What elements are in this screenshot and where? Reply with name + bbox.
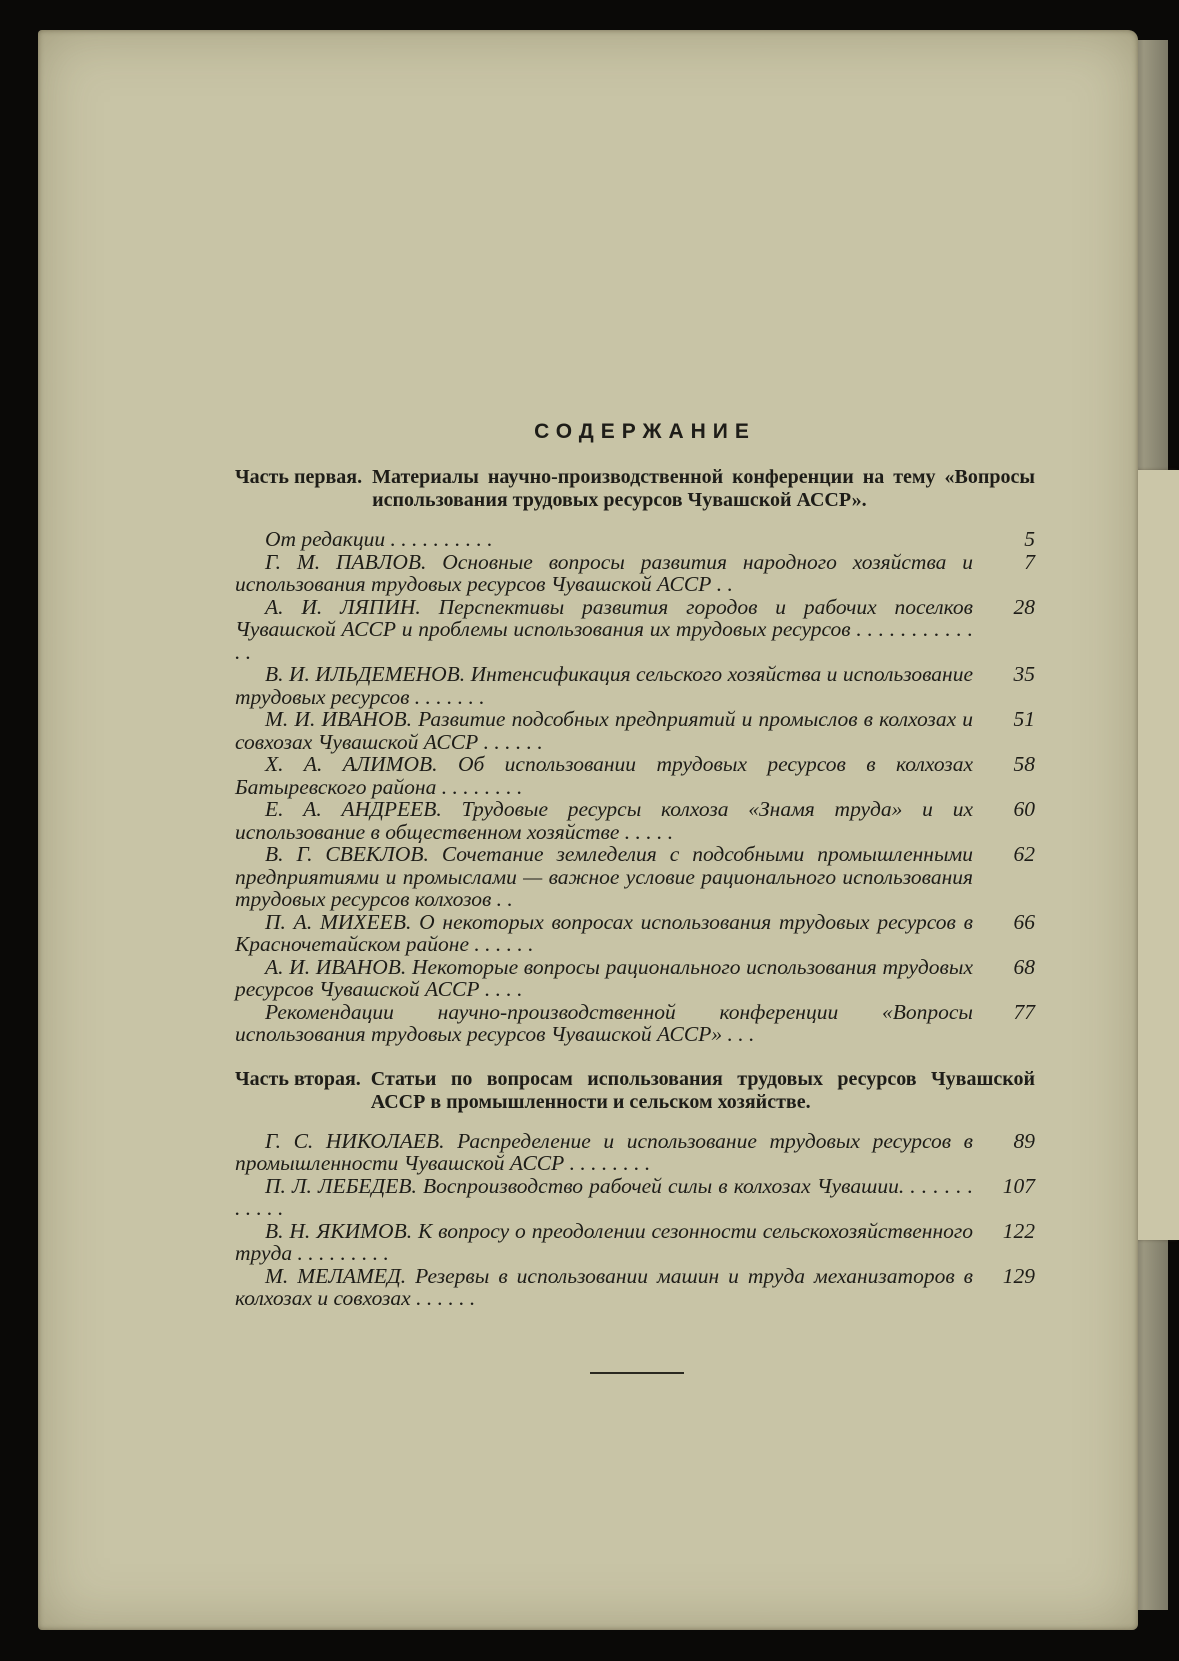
part-one-label: Часть первая.	[235, 466, 363, 488]
toc-entry-page: 129	[1002, 1263, 1035, 1288]
toc-entry[interactable]	[235, 596, 1035, 664]
toc-entry[interactable]	[235, 956, 1035, 1001]
toc-entry[interactable]	[235, 708, 1035, 753]
toc-entry[interactable]	[235, 843, 1035, 911]
toc-entry-title: В. Г. СВЕКЛОВ. Сочетание земледелия с подсобными промышленными предприятиями и промыслами — важное условие рационального использования трудовых ресурсов колхозов . .	[235, 842, 973, 911]
toc-entry-page: 60	[1013, 797, 1035, 821]
part-one-title: Материалы научно-производственной конференции на тему «Вопросы использования трудовых ресурсов Чувашской АССР».	[372, 466, 1035, 511]
toc-entry-title: Х. А. АЛИМОВ. Об использовании трудовых ресурсов в колхозах Батыревского района . . . . . . . .	[235, 752, 973, 799]
toc-entry-page: 77	[1013, 999, 1035, 1024]
toc-entry[interactable]	[235, 1220, 1035, 1265]
toc-entry-page: 68	[1013, 954, 1035, 979]
toc-entry-page: 107	[1002, 1173, 1035, 1198]
toc-entry-title: Г. М. ПАВЛОВ. Основные вопросы развития народного хозяйства и использования трудовых ресурсов Чувашской АССР . .	[235, 549, 973, 596]
toc-entry-title: М. И. ИВАНОВ. Развитие подсобных предприятий и промыслов в колхозах и совхозах Чувашской АССР . . . . . .	[235, 707, 973, 754]
toc-entry-page: 58	[1013, 752, 1035, 776]
toc-entry[interactable]	[235, 1265, 1035, 1310]
toc-heading: СОДЕРЖАНИЕ	[534, 420, 756, 443]
toc-entry[interactable]	[235, 753, 1035, 798]
part-one-header	[235, 466, 1035, 512]
toc-entry-title: Е. А. АНДРЕЕВ. Трудовые ресурсы колхоза «Знамя труда» и их использование в общественном хозяйстве . . . . .	[235, 797, 973, 844]
toc-entry-title: Г. С. НИКОЛАЕВ. Распределение и использование трудовых ресурсов в промышленности Чувашской АССР . . . . . . . .	[235, 1128, 973, 1175]
part-one-entries	[235, 528, 1035, 1046]
closing-rule	[590, 1372, 684, 1374]
toc-entry-title: П. А. МИХЕЕВ. О некоторых вопросах использования трудовых ресурсов в Красночетайском районе . . . . . .	[235, 909, 973, 956]
toc-entry-page: 89	[1013, 1128, 1035, 1153]
part-two-header	[235, 1068, 1035, 1114]
toc-entry-title: В. И. ИЛЬДЕМЕНОВ. Интенсификация сельского хозяйства и использование трудовых ресурсов . . . . . . .	[235, 662, 973, 709]
toc-entry-title: М. МЕЛАМЕД. Резервы в использовании машин и труда механизаторов в колхозах и совхозах . . . . . .	[235, 1263, 973, 1310]
toc-entry-page: 35	[1013, 662, 1035, 686]
part-two	[235, 1068, 1035, 1114]
toc-entry[interactable]	[235, 551, 1035, 596]
toc-entry-title: А. И. ЛЯПИН. Перспективы развития городов и рабочих поселков Чувашской АССР и проблемы использования их трудовых ресурсов . . . . . . . . . . . . .	[235, 594, 973, 664]
toc-entry[interactable]	[235, 528, 1035, 551]
toc-entry[interactable]	[235, 911, 1035, 956]
toc-entry-title: В. Н. ЯКИМОВ. К вопросу о преодолении сезонности сельскохозяйственного труда . . . . . . . . .	[235, 1218, 973, 1265]
toc-entry[interactable]	[235, 663, 1035, 708]
toc-entry-title: П. Л. ЛЕБЕДЕВ. Воспроизводство рабочей силы в колхозах Чувашии. . . . . . . . . . . .	[235, 1173, 973, 1220]
toc-entry-page: 28	[1013, 594, 1035, 619]
toc-entry-title: От редакции . . . . . . . . . .	[265, 527, 493, 551]
toc-entry[interactable]	[235, 1175, 1035, 1220]
toc-entry-title: А. И. ИВАНОВ. Некоторые вопросы рационального использования трудовых ресурсов Чувашской АССР . . . .	[235, 954, 973, 1001]
toc-entry-page: 5	[1024, 527, 1035, 551]
toc-entry-page: 7	[1024, 549, 1035, 574]
toc-entry-page: 66	[1013, 909, 1035, 934]
toc-entry[interactable]	[235, 798, 1035, 843]
part-two-label: Часть вторая.	[235, 1067, 361, 1090]
toc-entry-page: 62	[1013, 842, 1035, 866]
toc-entry[interactable]	[235, 1001, 1035, 1046]
table-of-contents	[235, 420, 1035, 1310]
part-one	[235, 466, 1035, 512]
toc-entry[interactable]	[235, 1130, 1035, 1175]
toc-entry-page: 51	[1013, 707, 1035, 731]
toc-entry-title: Рекомендации научно-производственной конференции «Вопросы использования трудовых ресурсов Чувашской АССР» . . .	[235, 999, 973, 1046]
part-two-entries	[235, 1130, 1035, 1310]
part-two-title: Статьи по вопросам использования трудовых ресурсов Чувашской АССР в промышленности и сельском хозяйстве.	[370, 1067, 1035, 1113]
toc-entry-page: 122	[1002, 1218, 1035, 1243]
